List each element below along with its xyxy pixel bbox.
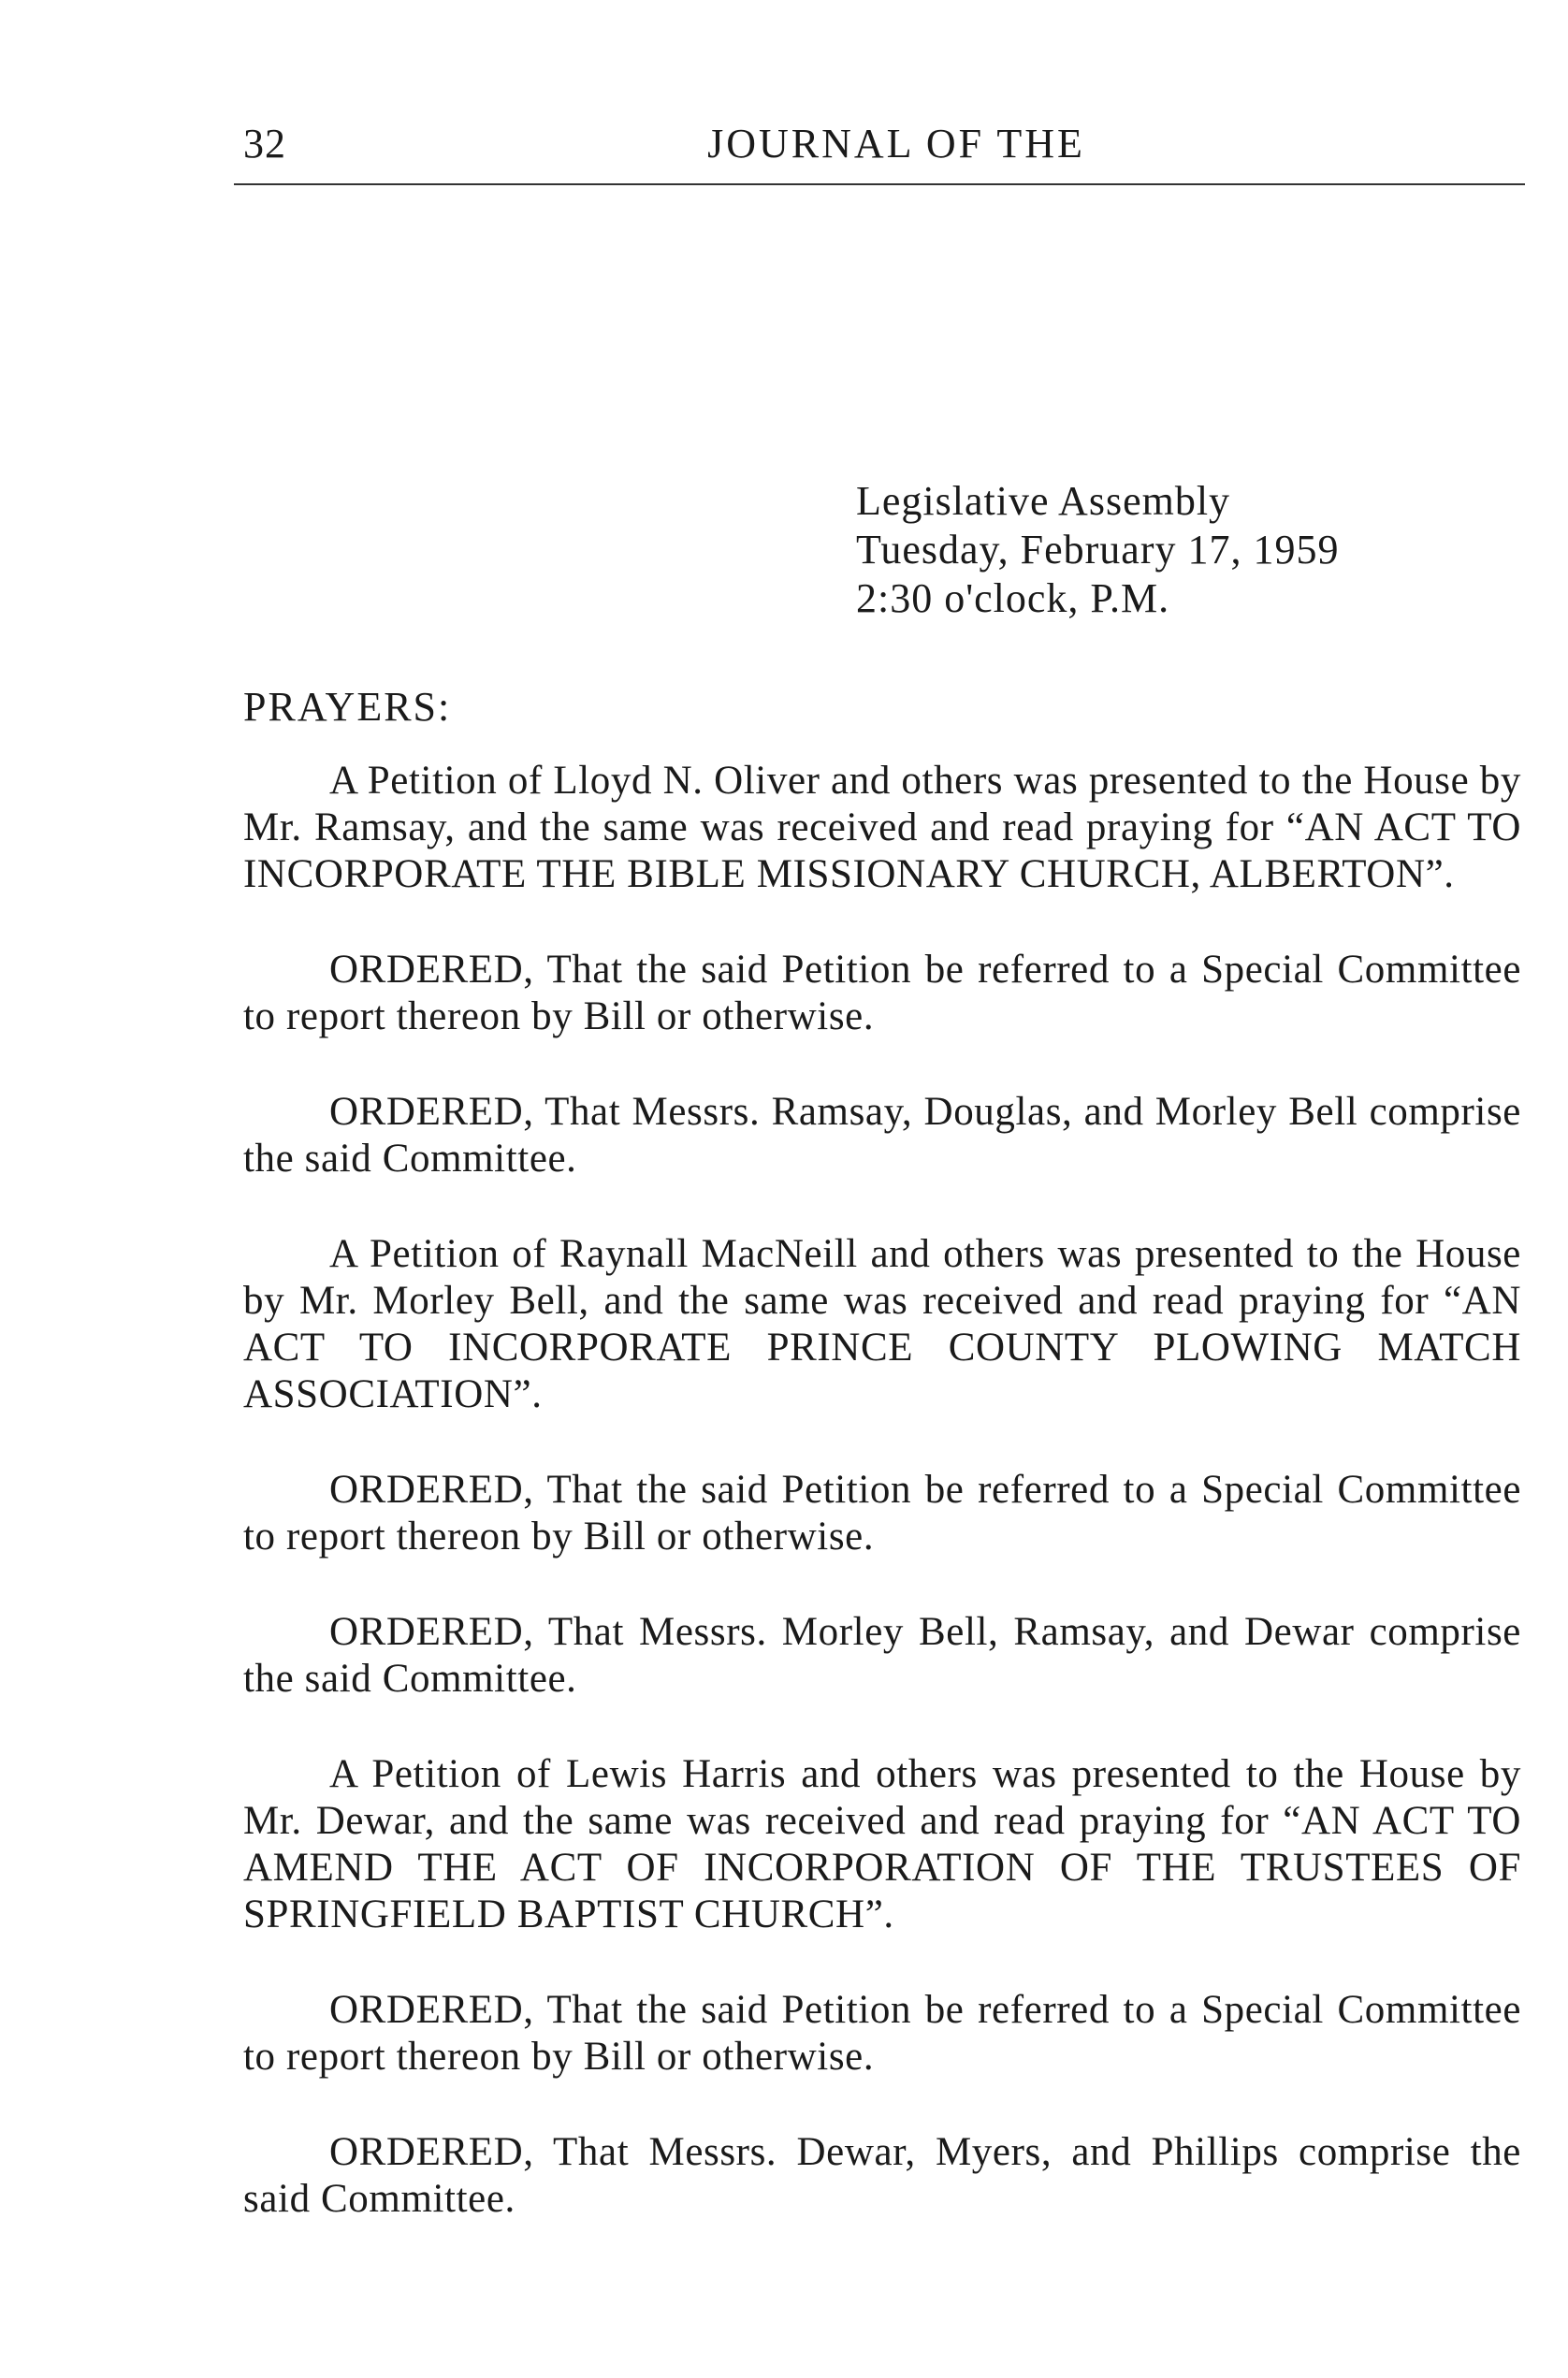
header-rule <box>234 183 1525 185</box>
running-title: JOURNAL OF THE <box>707 121 1085 167</box>
dateline-assembly: Legislative Assembly <box>856 478 1231 524</box>
paragraph-order-committee-2: ORDERED, That Messrs. Morley Bell, Ramsay, and Dewar comprise the said Committee. <box>243 1610 1521 1701</box>
paragraph-order-referral-3: ORDERED, That the said Petition be referred to a Special Committee to report thereon by Bill or otherwise. <box>243 1988 1521 2079</box>
paragraph-order-committee-3: ORDERED, That Messrs. Dewar, Myers, and Phillips comprise the said Committee. <box>243 2130 1521 2221</box>
paragraph-petition-oliver: A Petition of Lloyd N. Oliver and others was presented to the House by Mr. Ramsay, and the same was received and read praying for “AN ACT TO INCORPORATE THE BIBLE MISSIONARY CHURCH, ALBERTON”. <box>243 759 1521 896</box>
journal-body <box>243 758 1521 2223</box>
page-number: 32 <box>243 121 286 167</box>
dateline <box>856 477 1340 623</box>
dateline-time: 2:30 o'clock, P.M. <box>856 575 1170 621</box>
paragraph-petition-macneill: A Petition of Raynall MacNeill and others was presented to the House by Mr. Morley Bell, and the same was received and read praying for “AN ACT TO INCORPORATE PRINCE COUNTY PLOWING MATCH ASSOCIATION”. <box>243 1232 1521 1416</box>
dateline-date: Tuesday, February 17, 1959 <box>856 527 1340 573</box>
page-header <box>243 120 1521 176</box>
paragraph-order-referral-2: ORDERED, That the said Petition be referred to a Special Committee to report thereon by Bill or otherwise. <box>243 1468 1521 1559</box>
paragraph-order-referral-1: ORDERED, That the said Petition be referred to a Special Committee to report thereon by Bill or otherwise. <box>243 948 1521 1038</box>
section-heading-prayers: PRAYERS: <box>243 684 452 730</box>
paragraph-petition-harris: A Petition of Lewis Harris and others was presented to the House by Mr. Dewar, and the same was received and read praying for “AN ACT TO AMEND THE ACT OF INCORPORATION OF THE TRUSTEES OF SPRINGFIELD BAPTIST CHURCH”. <box>243 1752 1521 1936</box>
paragraph-order-committee-1: ORDERED, That Messrs. Ramsay, Douglas, and Morley Bell comprise the said Committee. <box>243 1090 1521 1181</box>
